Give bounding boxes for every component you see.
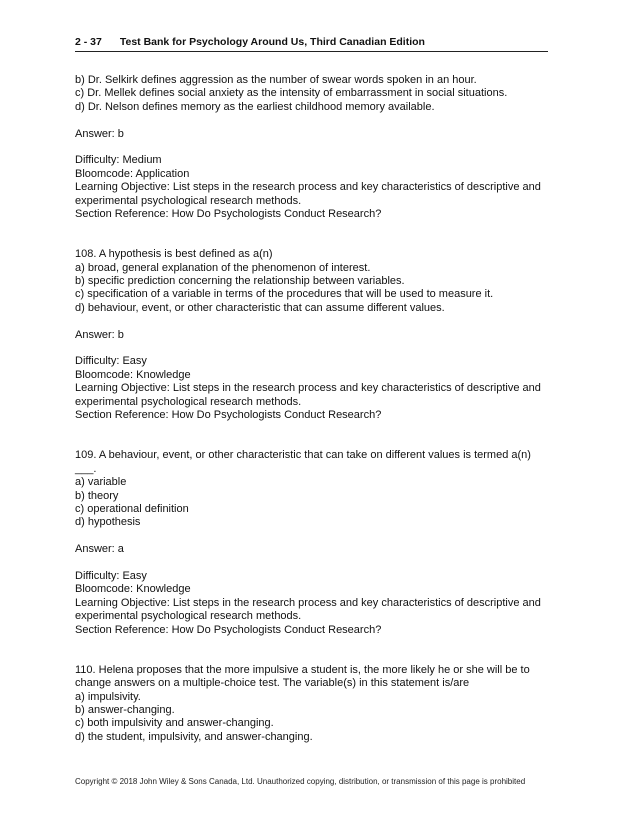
question-stem-cont: change answers on a multiple-choice test. The variable(s) in this statement is/are	[75, 677, 470, 690]
option-d: d) behaviour, event, or other characteristic that can assume different values.	[75, 301, 445, 314]
question-108	[75, 248, 555, 422]
book-title: Test Bank for Psychology Around Us, Third Canadian Edition	[119, 36, 425, 48]
learning-objective-cont: experimental psychological research methods.	[75, 610, 302, 623]
bloomcode: Bloomcode: Knowledge	[75, 583, 191, 596]
answer: Answer: a	[75, 543, 124, 556]
difficulty: Difficulty: Medium	[75, 154, 162, 167]
option-b: b) Dr. Selkirk defines aggression as the number of swear words spoken in an hour.	[75, 74, 477, 86]
option-c: c) specification of a variable in terms of the procedures that will be used to measure it.	[75, 288, 494, 301]
option-a: a) variable	[75, 476, 127, 489]
option-d: d) hypothesis	[75, 516, 141, 529]
section-reference: Section Reference: How Do Psychologists Conduct Research?	[75, 409, 382, 422]
answer: Answer: b	[75, 328, 124, 341]
learning-objective-cont: experimental psychological research methods.	[75, 194, 302, 207]
option-c: c) both impulsivity and answer-changing.	[75, 717, 274, 730]
option-b: b) answer-changing.	[75, 703, 175, 716]
question-stem: 109. A behaviour, event, or other characteristic that can take on different values is termed a(n)	[75, 449, 531, 462]
question-stem-cont: ___.	[75, 462, 97, 475]
option-c: c) Dr. Mellek defines social anxiety as the intensity of embarrassment in social situations.	[75, 87, 508, 100]
page-number: 2 - 37	[75, 36, 102, 48]
option-b: b) specific prediction concerning the relationship between variables.	[75, 275, 405, 288]
question-stem: 110. Helena proposes that the more impulsive a student is, the more likely he or she will be to	[75, 663, 530, 676]
difficulty: Difficulty: Easy	[75, 355, 147, 368]
option-a: a) impulsivity.	[75, 690, 141, 703]
section-reference: Section Reference: How Do Psychologists Conduct Research?	[75, 208, 382, 221]
learning-objective-cont: experimental psychological research methods.	[75, 395, 302, 408]
copyright-footer: Copyright © 2018 John Wiley & Sons Canada, Ltd. Unauthorized copying, distribution, or transmission of this page is prohibited	[75, 777, 526, 786]
option-d: d) Dr. Nelson defines memory as the earliest childhood memory available.	[75, 100, 435, 113]
difficulty: Difficulty: Easy	[75, 569, 147, 582]
learning-objective: Learning Objective: List steps in the research process and key characteristics of descriptive and	[75, 382, 541, 395]
question-110	[75, 664, 555, 744]
option-d: d) the student, impulsivity, and answer-changing.	[75, 730, 313, 743]
section-reference: Section Reference: How Do Psychologists Conduct Research?	[75, 623, 382, 636]
option-b: b) theory	[75, 489, 119, 502]
option-a: a) broad, general explanation of the phenomenon of interest.	[75, 261, 371, 274]
learning-objective: Learning Objective: List steps in the research process and key characteristics of descriptive and	[75, 181, 541, 194]
question-continuation	[75, 74, 555, 221]
page-header	[75, 36, 548, 52]
bloomcode: Bloomcode: Knowledge	[75, 368, 191, 381]
option-c: c) operational definition	[75, 502, 189, 515]
question-stem: 108. A hypothesis is best defined as a(n)	[75, 248, 273, 261]
answer: Answer: b	[75, 127, 124, 140]
page-body	[75, 74, 555, 744]
bloomcode: Bloomcode: Application	[75, 167, 190, 180]
question-109	[75, 449, 555, 637]
learning-objective: Learning Objective: List steps in the research process and key characteristics of descriptive and	[75, 596, 541, 609]
